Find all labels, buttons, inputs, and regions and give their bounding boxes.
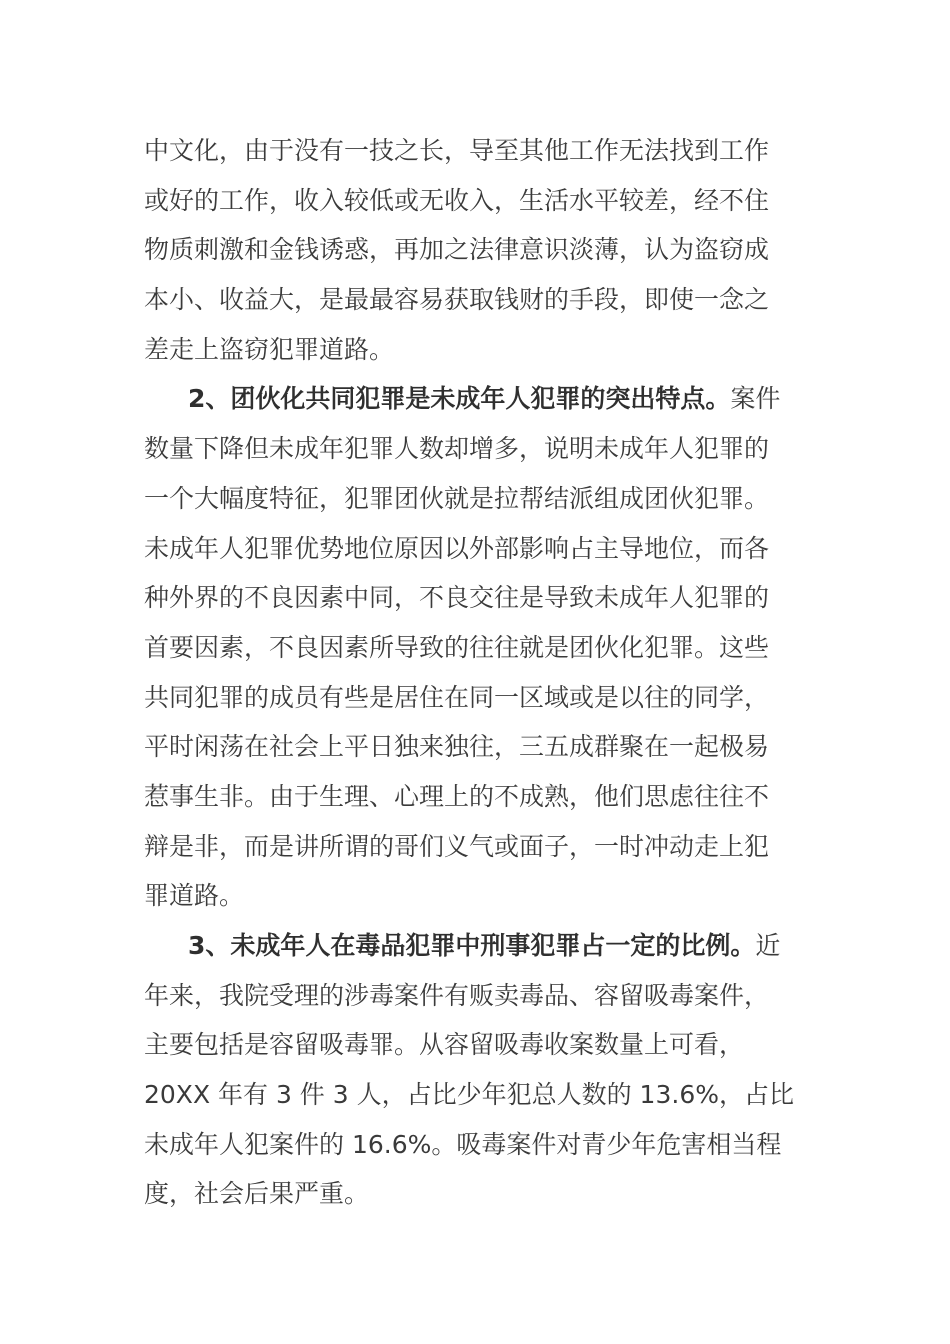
text-line: 度，社会后果严重。	[144, 1179, 370, 1209]
paragraph-2-heading-line	[144, 374, 794, 424]
paragraph-3-heading: 3、未成年人在毒品犯罪中刑事犯罪占一定的比例。	[188, 931, 756, 960]
text-line: 平时闲荡在社会上平日独来独往，三五成群聚在一起极易	[144, 732, 770, 762]
text-line: 未成年人犯案件的 16.6%。吸毒案件对青少年危害相当程	[144, 1129, 782, 1159]
text-line: 中文化，由于没有一技之长，导至其他工作无法找到工作	[144, 136, 770, 165]
document-body	[144, 126, 794, 1219]
text-line: 首要因素，不良因素所导致的往往就是团伙化犯罪。这些	[144, 632, 770, 662]
text-line: 年来，我院受理的涉毒案件有贩卖毒品、容留吸毒案件，	[144, 980, 770, 1010]
text-line: 一个大幅度特征，犯罪团伙就是拉帮结派组成团伙犯罪。	[144, 483, 770, 513]
text-line: 主要包括是容留吸毒罪。从容留吸毒收案数量上可看，	[144, 1030, 745, 1060]
text-run: 近	[755, 931, 781, 960]
text-run: 案件	[730, 384, 781, 414]
paragraph-2-heading: 2、团伙化共同犯罪是未成年人犯罪的突出特点。	[188, 384, 731, 414]
text-line: 本小、收益大，是最最容易获取钱财的手段，即使一念之	[144, 285, 770, 315]
text-line: 物质刺激和金钱诱惑，再加之法律意识淡薄，认为盗窃成	[144, 235, 770, 265]
text-line: 差走上盗窃犯罪道路。	[144, 334, 395, 364]
paragraph-3-heading-line	[144, 921, 794, 971]
text-line: 罪道路。	[144, 881, 245, 911]
text-line: 未成年人犯罪优势地位原因以外部影响占主导地位，而各	[144, 533, 770, 563]
text-line: 共同犯罪的成员有些是居住在同一区域或是以往的同学，	[144, 682, 770, 712]
text-line: 20XX 年有 3 件 3 人，占比少年犯总人数的 13.6%，占比	[144, 1080, 794, 1110]
text-line: 种外界的不良因素中同，不良交往是导致未成年人犯罪的	[144, 583, 770, 613]
text-line: 辩是非，而是讲所谓的哥们义气或面子，一时冲动走上犯	[144, 831, 770, 861]
text-line: 数量下降但未成年犯罪人数却增多，说明未成年人犯罪的	[144, 434, 770, 464]
text-line: 或好的工作，收入较低或无收入，生活水平较差，经不住	[144, 185, 770, 215]
text-line: 惹事生非。由于生理、心理上的不成熟，他们思虑往往不	[144, 781, 770, 811]
